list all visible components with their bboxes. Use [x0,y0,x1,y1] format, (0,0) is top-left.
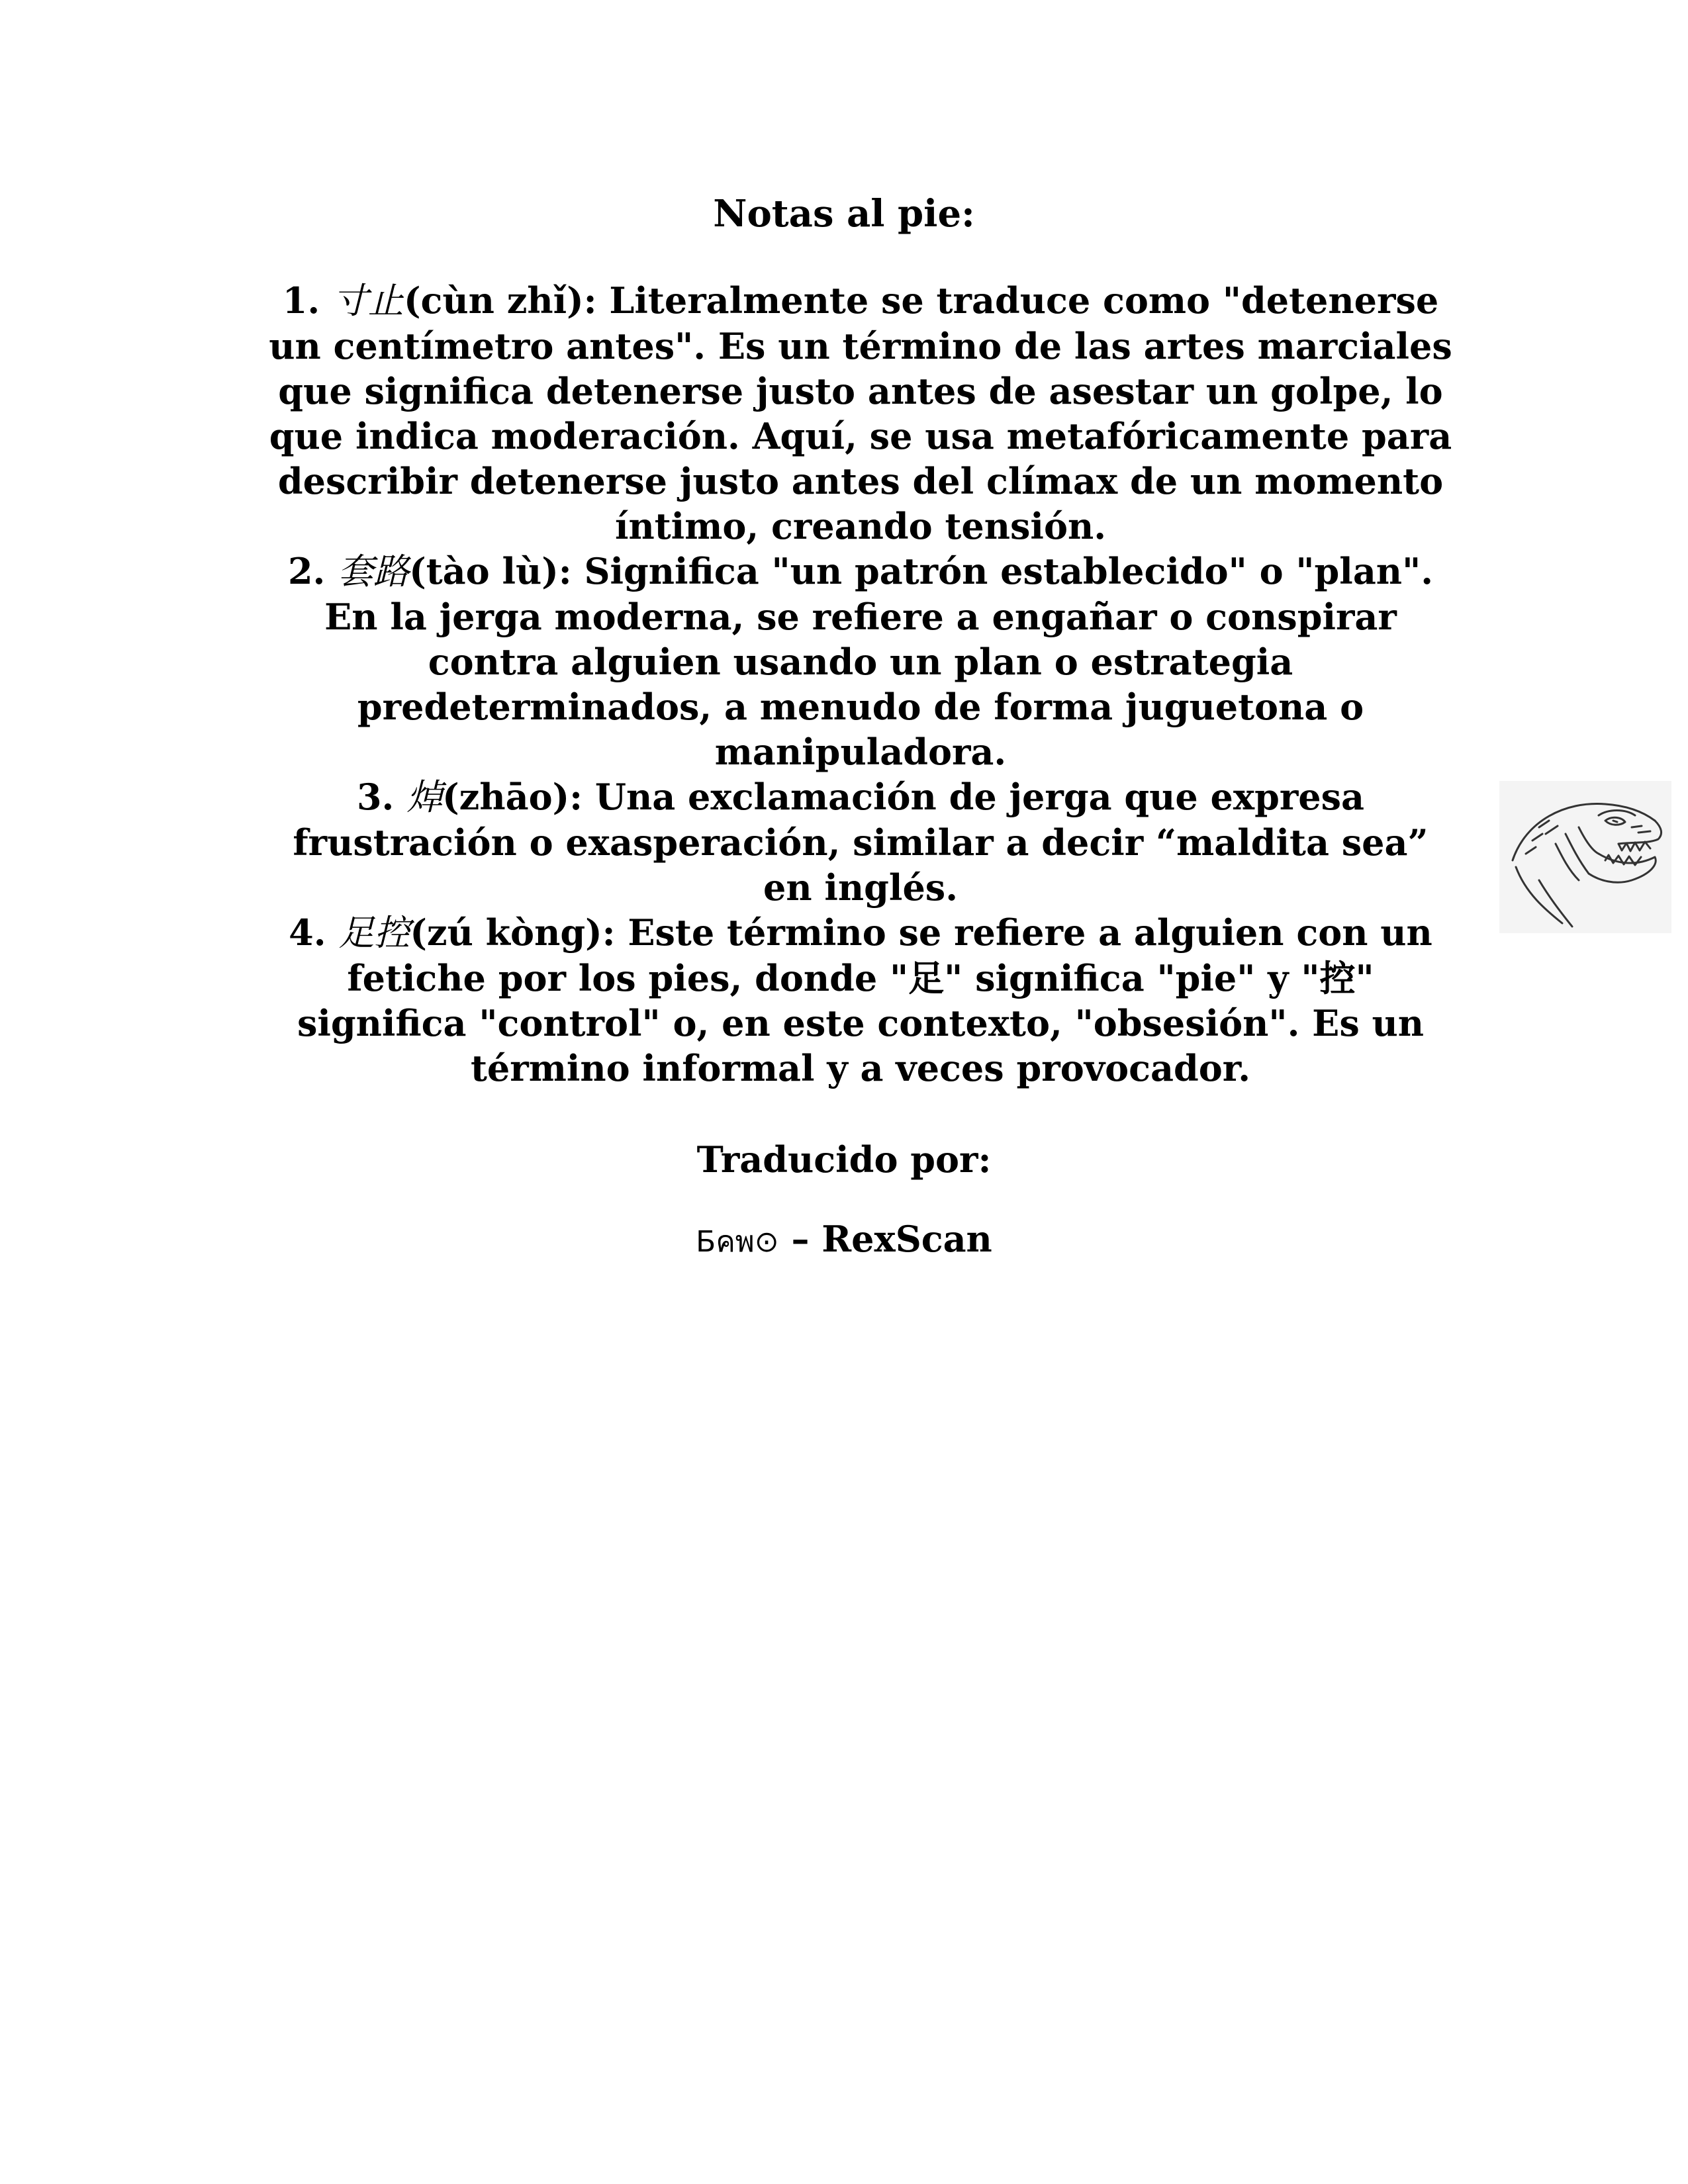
footnote-item-4 [265,910,1456,1091]
footnote-item-3 [265,774,1456,910]
footnote-body: (zú kòng): Este término se refiere a alguien con un fetiche por los pies, donde "足" significa "pie" y "控" significa "control" o, en este contexto, "obsesión". Es un término informal y a veces provocador. [297,911,1432,1089]
scan-group-name: RexScan [821,1218,992,1260]
footnote-body: (cùn zhǐ): Literalmente se traduce como "detenerse un centímetro antes". Es un término de las artes marciales que significa detenerse justo antes de asestar un golpe, lo que indica moderación. Aquí, se usa metafóricamente para describir detenerse justo antes del clímax de un momento íntimo, creando tensión. [269,279,1452,547]
dinosaur-sketch-drawing [1499,781,1671,933]
footnote-term: 足控 [338,912,410,954]
footnote-list [265,278,1456,1091]
footnote-body: (zhāo): Una exclamación de jerga que expresa frustración o exasperación, similar a decir “maldita sea” en inglés. [293,776,1429,909]
footnote-body: (tào lù): Significa "un patrón establecido" o "plan". En la jerga moderna, se refiere a engañar o conspirar contra alguien usando un plan o estrategia predeterminados, a menudo de forma juguetona o manipuladora. [324,550,1434,773]
footnote-number: 4. [289,911,326,954]
credits-separator: – [778,1218,822,1260]
footnote-term: 套路 [338,551,410,592]
page-title: Notas al pie: [713,192,975,236]
footnote-item-1 [265,278,1456,549]
footnote-term: 寸止 [332,280,404,322]
footnote-number: 2. [287,550,326,592]
footnote-number: 3. [356,776,395,818]
translator-name: Ƃคพ⊙ [696,1225,779,1259]
dinosaur-head-sketch-icon [1499,781,1671,933]
credits-label: Traducido por: [696,1138,992,1181]
footnote-number: 1. [282,279,320,322]
credits-line [0,1218,1688,1265]
footnote-term: 焯 [406,776,443,818]
footnote-item-2 [265,549,1456,774]
